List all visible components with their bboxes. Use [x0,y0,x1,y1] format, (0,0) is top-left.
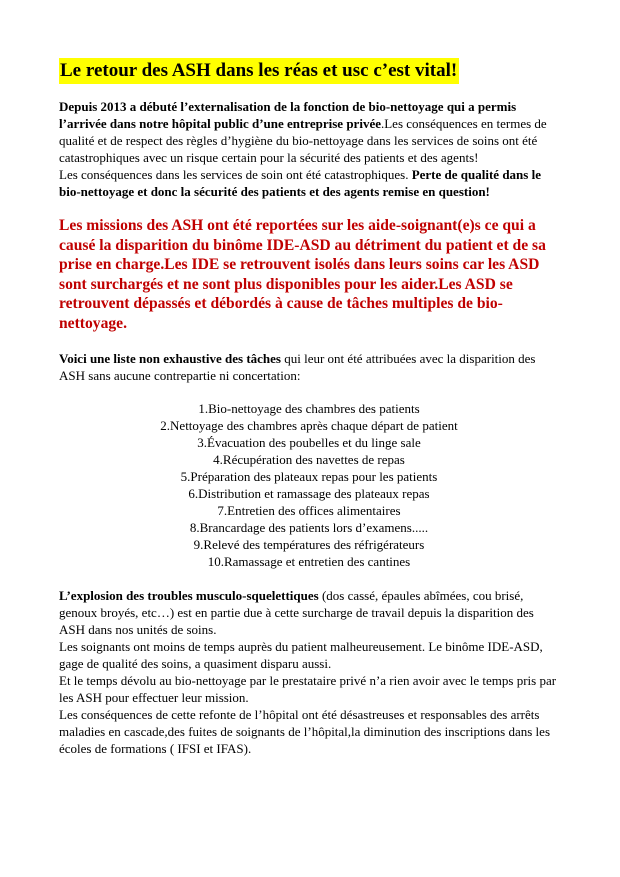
page-title: Le retour des ASH dans les réas et usc c’est vital! [59,58,459,84]
task-list-intro-bold: Voici une liste non exhaustive des tâches [59,351,281,366]
intro-text2: Les conséquences dans les services de soin ont été catastrophiques. [59,167,412,182]
task-list [59,400,559,570]
intro-text1: .Les conséquences en termes de qualité et de respect des règles d’hygiène du bio-nettoyage dans les services de soins ont été catastrophiques avec un risque certain pour la sécurité des patients et des agents! [59,116,547,165]
task-item: 4.Récupération des navettes de repas [213,452,405,467]
task-item: 8.Brancardage des patients lors d’examens..... [189,520,429,535]
closing-part1 [59,587,559,638]
intro-paragraph-part1 [59,98,559,166]
closing-paragraph [59,587,559,757]
intro-bold-end: Perte de qualité dans le bio-nettoyage et donc la sécurité des patients et des agents remise en question! [59,167,541,199]
intro-paragraph [59,98,559,200]
red-paragraph [59,216,559,333]
task-list-intro-rest: qui leur ont été attribuées avec la disparition des ASH sans aucune contrepartie ni concertation: [59,351,536,383]
task-item: 7.Entretien des offices alimentaires [217,503,401,518]
task-item: 9.Relevé des températures des réfrigérateurs [193,537,425,552]
intro-bold-lead: Depuis 2013 a débuté l’externalisation de la fonction de bio-nettoyage qui a permis l’arrivée dans notre hôpital public d’une entreprise privée [59,99,517,131]
task-item: 1.Bio-nettoyage des chambres des patients [198,401,420,416]
task-item: 2.Nettoyage des chambres après chaque départ de patient [160,418,458,433]
task-list-intro-text [59,350,559,384]
intro-paragraph-part2 [59,166,559,200]
closing-text2: Les soignants ont moins de temps auprès du patient malheureusement. Le binôme IDE-ASD, gage de qualité des soins, a quasiment disparu aussi. [59,639,543,671]
red-paragraph-text: Les missions des ASH ont été reportées sur les aide-soignant(e)s ce qui a causé la disparition du binôme IDE-ASD au détriment du patient et de sa prise en charge.Les IDE se retrouvent isolés dans leurs soins car les ASD sont surchargés et ne sont plus disponibles pour les aider.Les ASD se retrouvent dépassés et débordés à cause de tâches multiples de bio-nettoyage. [59,217,546,332]
closing-text1: (dos cassé, épaules abîmées, cou brisé, genoux broyés, etc…) est en partie due à cette surcharge de travail depuis la disparition des ASH dans nos unités de soins. [59,588,534,637]
title-container [59,58,559,84]
task-item: 3.Évacuation des poubelles et du linge sale [197,435,421,450]
document-page [59,58,559,757]
closing-text4: Les conséquences de cette refonte de l’hôpital ont été désastreuses et responsables des arrêts maladies en cascade,des fuites de soignants de l’hôpital,la diminution des inscriptions dans les écoles de formations ( IFSI et IFAS). [59,707,550,756]
task-item: 5.Préparation des plateaux repas pour les patients [180,469,438,484]
task-list-intro [59,350,559,384]
task-item: 10.Ramassage et entretien des cantines [207,554,411,569]
task-item: 6.Distribution et ramassage des plateaux repas [188,486,430,501]
closing-text3: Et le temps dévolu au bio-nettoyage par le prestataire privé n’a rien avoir avec le temps pris par les ASH pour effectuer leur mission. [59,673,557,705]
closing-bold: L’explosion des troubles musculo-squelettiques [59,588,319,603]
